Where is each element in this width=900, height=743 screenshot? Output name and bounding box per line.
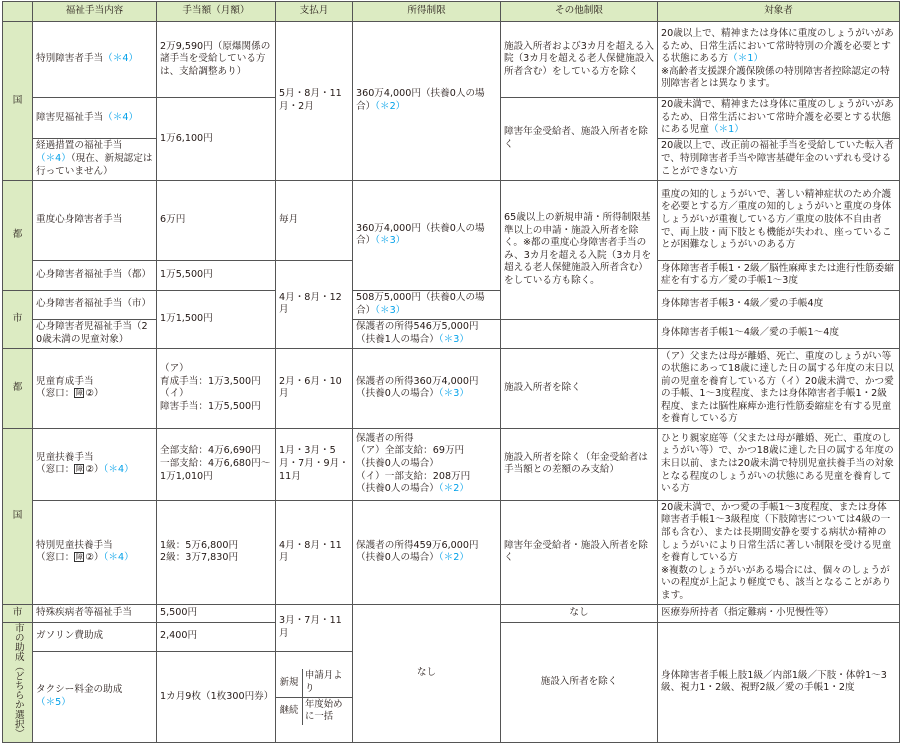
new-value: 申請月より xyxy=(303,669,353,697)
header-amount: 手当額（月額） xyxy=(157,2,276,22)
payment-months: 4月・8月・12月 xyxy=(276,260,353,348)
payment-months: 2月・6月・10月 xyxy=(276,348,353,428)
payment-months: 毎月 xyxy=(276,180,353,260)
new-label: 新規 xyxy=(279,676,299,688)
allowance-name: 特殊疾病者等福祉手当 xyxy=(33,604,157,622)
income-limit: 508万5,000円（扶養0人の場合）（＊3） xyxy=(353,290,501,319)
header-income: 所得制限 xyxy=(353,2,501,22)
other-limit: 障害年金受給者・施設入所者を除く xyxy=(501,500,658,604)
table-row xyxy=(3,348,900,428)
level-cell: 都 xyxy=(3,180,33,290)
payment-months: 5月・8月・11月・2月 xyxy=(276,22,353,181)
target-persons: 20歳以上で、精神または身体に重度のしょうがいがあるため、日常生活において常時特別の介護を必要とする状態にある方（＊1） ※高齢者支援課介護保険係の特別障害者控除認定の特別障害者とは異なります。 xyxy=(658,22,900,98)
continue-value: 年度始めに一括 xyxy=(303,697,353,725)
target-persons: （ア）父または母が離婚、死亡、重度のしょうがい等の状態にあって18歳に達した日の属する年度の末日以前の児童を養育している方（イ）20歳未満で、かつ愛の手帳、1〜3度程度、または身体障害者手帳1・2級程度、または脳性麻痺か進行性筋委縮症を有する児童を養育している方 xyxy=(658,348,900,428)
allowance-name: 特別児童扶養手当 （窓口： 障 ②）（＊4） xyxy=(33,500,157,604)
level-cell: 市 xyxy=(3,290,33,348)
table-row xyxy=(3,428,900,500)
income-limit: 保護者の所得546万5,000円（扶養1人の場合）（＊3） xyxy=(353,319,501,348)
header-row xyxy=(3,2,900,22)
target-persons: 身体障害者手帳3・4級／愛の手帳4度 xyxy=(658,290,900,319)
allowance-name: 重度心身障害者手当 xyxy=(33,180,157,260)
allowance-name: ガソリン費助成 xyxy=(33,622,157,651)
level-cell: 国 xyxy=(3,428,33,604)
allowance-amount: 5,500円 xyxy=(157,604,276,622)
allowance-name: 心身障害者福祉手当（都） xyxy=(33,260,157,290)
other-limit: なし xyxy=(501,604,658,622)
allowance-name: 特別障害者手当（＊4） xyxy=(33,22,157,98)
level-cell: 国 xyxy=(3,22,33,181)
income-limit: 360万4,000円（扶養0人の場合）（＊3） xyxy=(353,180,501,290)
allowance-amount: 6万円 xyxy=(157,180,276,260)
allowance-amount: （ア） 育成手当：1万3,500円 （イ） 障害手当：1万5,500円 xyxy=(157,348,276,428)
allowance-name: 児童扶養手当 （窓口： 障 ②）（＊4） xyxy=(33,428,157,500)
header-other: その他制限 xyxy=(501,2,658,22)
target-persons: 医療券所持者（指定難病・小児慢性等） xyxy=(658,604,900,622)
level-cell: 市 xyxy=(3,604,33,622)
other-limit: 施設入所者を除く xyxy=(501,348,658,428)
allowance-amount: 全部支給：4万6,690円 一部支給：4万6,680円〜1万1,010円 xyxy=(157,428,276,500)
disability-window-icon: 障 xyxy=(75,389,83,398)
income-limit: 360万4,000円（扶養0人の場合）（＊2） xyxy=(353,22,501,181)
target-persons: 身体障害者手帳1・2級／脳性麻痺または進行性筋委縮症を有する方／愛の手帳1〜3度 xyxy=(658,260,900,290)
target-persons: 20歳以上で、改正前の福祉手当を受給していた転入者で、特別障害者手当や障害基礎年金のいずれも受けることができない方 xyxy=(658,138,900,180)
disability-window-icon: 障 xyxy=(75,465,83,474)
taxi-payment-table xyxy=(276,669,352,724)
payment-months: 3月・7月・11月 xyxy=(276,604,353,651)
allowance-name: 心身障害者福祉手当（市） xyxy=(33,290,157,319)
disability-window-icon: 障 xyxy=(75,553,83,562)
target-persons: 重度の知的しょうがいで、著しい精神症状のため介護を必要とする方／重度の知的しょうがいと重度の身体しょうがいが重複している方／重度の肢体不自由者で、両上肢・両下肢とも機能が失われ、座っていることが困難なしょうがいのある方 xyxy=(658,180,900,260)
target-persons: 20歳未満で、精神または身体に重度のしょうがいがあるため、日常生活において常時介護を必要とする状態にある児童（＊1） xyxy=(658,98,900,139)
allowance-name: 経過措置の福祉手当（＊4）（現在、新規認定は行っていません） xyxy=(33,138,157,180)
header-level xyxy=(3,2,33,22)
allowance-amount: 2万9,590円（原爆関係の諸手当を受給している方は、支給調整あり） xyxy=(157,22,276,98)
welfare-allowance-table xyxy=(2,1,900,743)
income-limit: 保護者の所得 （ア）全部支給：69万円 （扶養0人の場合） （イ）一部支給：208万円 （扶養0人の場合）（＊2） xyxy=(353,428,501,500)
income-limit: 保護者の所得360万4,000円（扶養0人の場合）（＊3） xyxy=(353,348,501,428)
other-limit: 障害年金受給者、施設入所者を除く xyxy=(501,98,658,181)
other-limit: 65歳以上の新規申請・所得制限基準以上の申請・施設入所者を除く。※都の重度心身障害者手当のみ、3カ月を超える入院（3カ月を超える老人保健施設入所者含む）をしている方も除く。 xyxy=(501,180,658,319)
target-persons: ひとり親家庭等（父または母が離婚、死亡、重度のしょうがい等）で、かつ18歳に達した日の属する年度の末日以前、または20歳未満で特別児童扶養手当の対象となる程度のしょうがいの状態にある児童を養育している方 xyxy=(658,428,900,500)
allowance-name: 心身障害者児福祉手当（20歳未満の児童対象） xyxy=(33,319,157,348)
payment-subtable xyxy=(276,651,353,743)
table-row xyxy=(3,500,900,604)
table-row xyxy=(3,290,900,319)
allowance-amount: 1カ月9枚（1枚300円券） xyxy=(157,651,276,743)
allowance-amount: 1万5,500円 xyxy=(157,260,276,290)
continue-label: 継続 xyxy=(276,697,303,725)
target-persons: 身体障害者手帳上肢1級／内部1級／下肢・体幹1〜3級、視力1・2級、視野2級／愛の手帳1・2度 xyxy=(658,622,900,743)
allowance-amount: 1万1,500円 xyxy=(157,290,276,348)
header-name: 福祉手当内容 xyxy=(33,2,157,22)
allowance-name: 障害児福祉手当（＊4） xyxy=(33,98,157,139)
table-row xyxy=(3,604,900,622)
other-limit-empty xyxy=(501,319,658,348)
other-limit: 施設入所者を除く（年金受給者は手当額との差額のみ支給） xyxy=(501,428,658,500)
table-row xyxy=(3,319,900,348)
target-persons: 身体障害者手帳1〜4級／愛の手帳1〜4度 xyxy=(658,319,900,348)
other-limit: 施設入所者を除く xyxy=(501,622,658,743)
level-cell: 市の助成（どちらか選択） xyxy=(3,622,33,743)
income-limit: 保護者の所得459万6,000円（扶養0人の場合）（＊2） xyxy=(353,500,501,604)
allowance-amount: 1万6,100円 xyxy=(157,98,276,181)
table-row xyxy=(3,22,900,98)
table-row xyxy=(3,180,900,260)
allowance-name: タクシー料金の助成 （＊5） xyxy=(33,651,157,743)
income-limit: なし xyxy=(353,604,501,743)
allowance-name: 児童育成手当 （窓口： 障 ②） xyxy=(33,348,157,428)
payment-months: 4月・8月・11月 xyxy=(276,500,353,604)
other-limit: 施設入所者および3カ月を超える入院（3カ月を超える老人保健施設入所者含む）をしている方を除く xyxy=(501,22,658,98)
target-persons: 20歳未満で、かつ愛の手帳1〜3度程度、または身体障害者手帳1〜3級程度（下肢障害については4級の一部も含む）、または長期間安静を要する病状か精神のしょうがいにより日常生活に著しい制限を受ける児童を養育している方 ※複数のしょうがいがある場合には、個々のしょうがいの程度が上記より軽度でも、該当となることがあります。 xyxy=(658,500,900,604)
level-cell: 都 xyxy=(3,348,33,428)
allowance-amount: 1級：5万6,800円 2級：3万7,830円 xyxy=(157,500,276,604)
payment-months: 1月・3月・5月・7月・9月・11月 xyxy=(276,428,353,500)
header-payment: 支払月 xyxy=(276,2,353,22)
allowance-amount: 2,400円 xyxy=(157,622,276,651)
header-target: 対象者 xyxy=(658,2,900,22)
